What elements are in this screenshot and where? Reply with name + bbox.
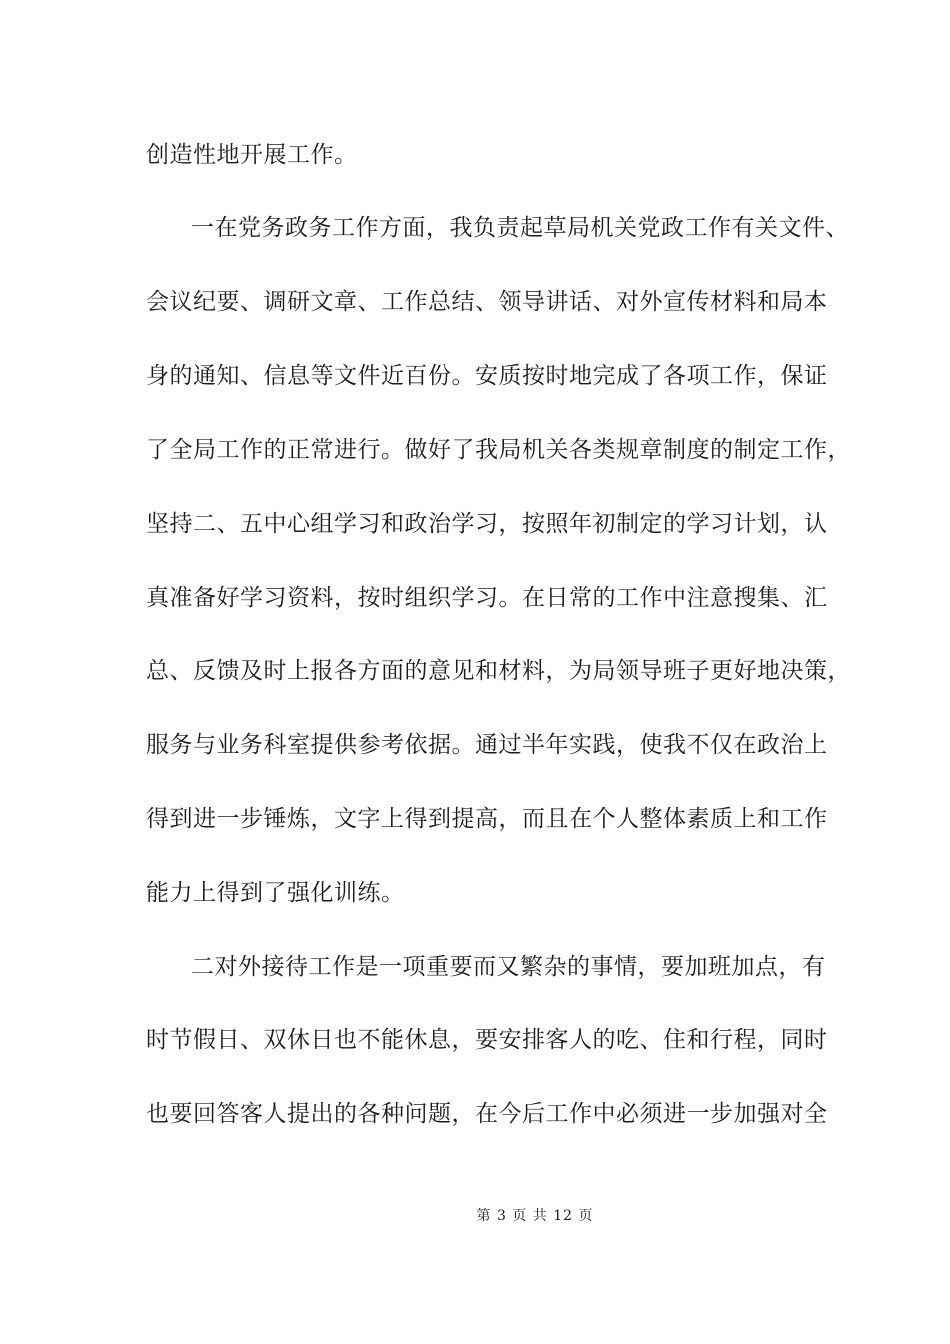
text-line-13: 时节假日、双休日也不能休息，要安排客人的吃、住和行程，同时: [146, 1027, 828, 1053]
text-line-12: 二对外接待工作是一项重要而又繁杂的事情，要加班加点，有: [191, 954, 826, 980]
text-line-5: 了全局工作的正常进行。做好了我局机关各类规章制度的制定工作，: [146, 437, 851, 463]
page-number-footer: 第 3 页 共 12 页: [476, 1208, 594, 1224]
text-line-7: 真准备好学习资料，按时组织学习。在日常的工作中注意搜集、汇: [146, 585, 828, 611]
text-line-9: 服务与业务科室提供参考依据。通过半年实践，使我不仅在政治上: [146, 732, 828, 758]
text-line-11: 能力上得到了强化训练。: [146, 880, 405, 906]
text-line-1: 创造性地开展工作。: [146, 142, 358, 168]
text-line-8: 总、反馈及时上报各方面的意见和材料，为局领导班子更好地决策，: [146, 658, 851, 684]
text-line-4: 身的通知、信息等文件近百份。安质按时地完成了各项工作，保证: [146, 363, 828, 389]
text-line-6: 坚持二、五中心组学习和政治学习，按照年初制定的学习计划，认: [146, 511, 828, 537]
text-line-3: 会议纪要、调研文章、工作总结、领导讲话、对外宣传材料和局本: [146, 289, 828, 315]
text-line-14: 也要回答客人提出的各种问题，在今后工作中必须进一步加强对全: [146, 1101, 828, 1127]
text-line-2: 一在党务政务工作方面，我负责起草局机关党政工作有关文件、: [191, 215, 849, 241]
text-line-10: 得到进一步锤炼，文字上得到提高，而且在个人整体素质上和工作: [146, 806, 828, 832]
